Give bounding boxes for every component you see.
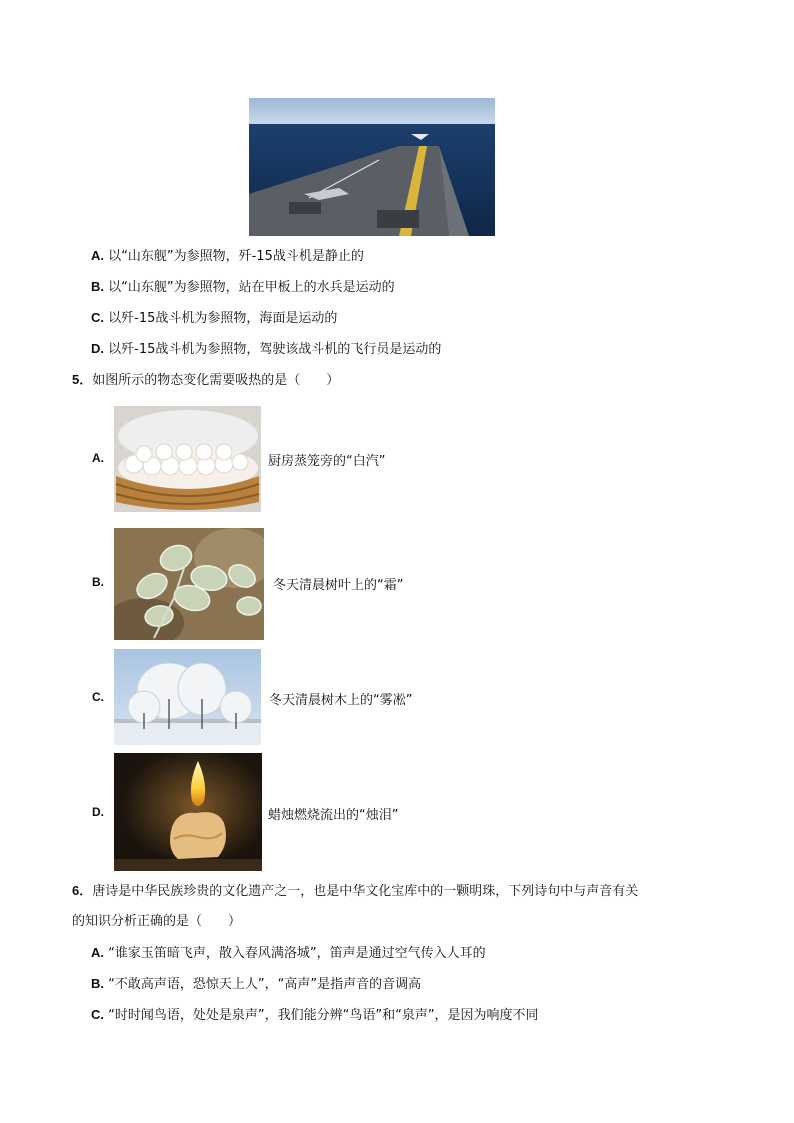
q5-option-a-label: A.	[92, 451, 104, 465]
q4-option-a-label: A.	[91, 248, 104, 263]
q6-stem-text-2: 的知识分析正确的是（ ）	[72, 914, 242, 929]
q4-option-d-label: D.	[91, 341, 104, 356]
q4-option-a-text: 以“山东舰”为参照物，歼-15战斗机是静止的	[108, 249, 364, 264]
q6-option-c-text: “时时闻鸟语，处处是泉声”，我们能分辨“鸟语”和“泉声”，是因为响度不同	[108, 1008, 539, 1023]
q5-option-c-text: 冬天清晨树木上的“雾凇”	[269, 693, 413, 708]
q4-option-c	[91, 308, 337, 329]
q4-option-c-text: 以歼-15战斗机为参照物，海面是运动的	[108, 311, 338, 326]
q4-option-d	[91, 339, 441, 360]
q5-stem	[72, 370, 339, 391]
q4-option-b-text: 以“山东舰”为参照物，站在甲板上的水兵是运动的	[108, 280, 395, 295]
aircraft-carrier-image	[249, 98, 495, 236]
q4-option-a	[91, 246, 364, 267]
q6-option-a-label: A.	[91, 945, 104, 960]
q6-option-b-text: “不敢高声语，恐惊天上人”，“高声”是指声音的音调高	[108, 977, 422, 992]
q6-option-c	[91, 1005, 539, 1026]
q6-option-b-label: B.	[91, 976, 104, 991]
q6-option-a	[91, 943, 486, 964]
frost-leaves-image	[114, 528, 264, 640]
q6-number: 6．	[72, 883, 93, 898]
q4-option-d-text: 以歼-15战斗机为参照物，驾驶该战斗机的飞行员是运动的	[108, 342, 442, 357]
q5-option-b-label: B.	[92, 575, 104, 589]
q4-option-c-label: C.	[91, 310, 104, 325]
q5-option-d-text: 蜡烛燃烧流出的“烛泪”	[268, 808, 399, 823]
q6-option-b	[91, 974, 421, 995]
q5-option-c-label: C.	[92, 690, 104, 704]
q5-stem-text: 如图所示的物态变化需要吸热的是（ ）	[92, 373, 340, 388]
rime-trees-image	[114, 649, 261, 745]
q6-stem-line1	[72, 881, 638, 902]
q5-option-b-text: 冬天清晨树叶上的“霜”	[273, 578, 404, 593]
q6-option-c-label: C.	[91, 1007, 104, 1022]
q5-number: 5．	[72, 372, 93, 387]
steamed-buns-image	[114, 406, 261, 512]
candle-image	[114, 753, 262, 871]
q6-stem-text-1: 唐诗是中华民族珍贵的文化遗产之一，也是中华文化宝库中的一颗明珠，下列诗句中与声音有关	[92, 884, 639, 899]
q5-option-d-label: D.	[92, 805, 104, 819]
q6-stem-line2	[72, 912, 241, 932]
q4-option-b	[91, 277, 395, 298]
q4-option-b-label: B.	[91, 279, 104, 294]
q6-option-a-text: “谁家玉笛暗飞声，散入春风满洛城”，笛声是通过空气传入人耳的	[108, 946, 486, 961]
q5-option-a-text: 厨房蒸笼旁的“白汽”	[268, 454, 386, 469]
